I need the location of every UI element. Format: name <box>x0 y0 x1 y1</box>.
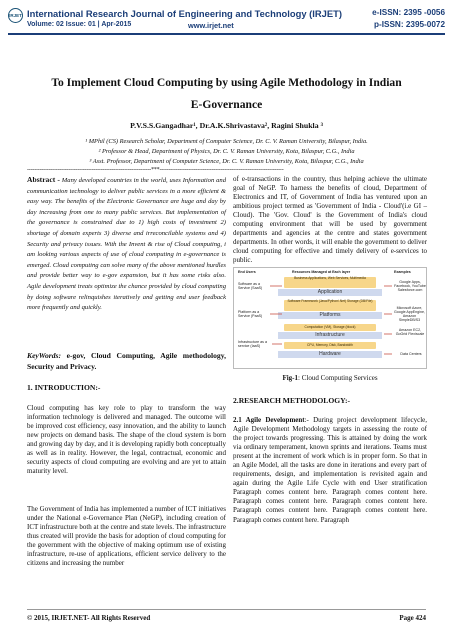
figure-iaas-examples: Amazon EC2, GoGrid Flexiscale <box>395 328 425 337</box>
figure-platform-bar: Platforms <box>278 312 382 319</box>
keywords <box>27 350 226 372</box>
abstract-text: Many developed countries in the world, uses Information and communication technology to deliver public services in a more efficient & easy way. The benefits of the Electronic Governance are huge and day by day increasing from one to many public services. But implementation of the governance is constrained due to 1) high costs of investment 2) shortage of domain experts 3) diverse and irreconcilable systems and 4) Security and privacy issues. With the Invent & rise of Cloud computing, i am looking various aspects of use of cloud computing in e-governance is emerged. Cloud computing can solve many of the above mentioned hurdles and provide better way to e-gov expansion, but it has some risks also. Agile development treats optimize the chance provided by cloud computing by doing software relinquishes iteratively and getting end user feedback more frequently and quickly. <box>27 177 227 312</box>
figure-application-box: Business Applications, Web Services, Multimedia <box>284 277 376 288</box>
cloud-services-figure <box>233 267 427 369</box>
header-rule <box>8 33 445 35</box>
introduction-heading: 1. INTRODUCTION:- <box>27 383 101 392</box>
figure-caption-text: : Cloud Computing Services <box>298 374 378 382</box>
paper-title-line-2: E-Governance <box>190 98 263 111</box>
footer-rule <box>27 609 426 610</box>
section-separator: ---------------------------------------------------------------------***--------------------------------------------------------------------- <box>27 167 284 173</box>
keywords-label: KeyWords: <box>27 351 62 360</box>
figure-application-bar: Application <box>278 289 382 296</box>
figure-paas-label: Platform as a Service (PaaS) <box>238 310 263 319</box>
agile-text: :- During project development lifecycle, Agile Development Methodology targets in assessing the route of the project towards progressing. This is attained by doing the work via ordinary temperament, known sprints and iterations. Teams must present at the increment of work which is in proper form. So that in an Agile Model, all the tasks are done in iterations and every part of requirements, design, and implementation is revisited again and again during the Agile Life Cycle with end User stratification Paragraph comes content here. Paragraph comes content here. Paragraph comes content here. Paragraph comes content here. Paragraph comes content here. Paragraph comes content here. Paragraph comes content here. Paragraph <box>233 416 427 524</box>
keywords-text: e-gov, Cloud Computing, Agile methodology, Security and Privacy. <box>27 351 226 371</box>
figure-saas-examples: Google Apps, Facebook, YouTube Salesforce.com <box>394 280 426 293</box>
abstract-label: Abstract - <box>27 175 60 184</box>
agile-development-paragraph <box>233 416 427 525</box>
figure-platform-box: Software Framework (Java/Python/.Net) Storage (DB/File) <box>284 300 376 311</box>
journal-title: International Research Journal of Engineering and Technology (IRJET) <box>27 8 342 19</box>
paper-authors: P.V.S.S.Gangadhar¹, Dr.A.K.Shrivastava², Ragini Shukla ³ <box>130 121 323 130</box>
right-paragraph-1: of e-transactions in the country, thus helping achieve the ultimate goal of NeGP. To harness the benefits of cloud, Department of Electronics and IT, of Government of India has ventured upon an ambitious project termed as 'Government of India - Cloud'(i.e GI – Cloud). The 'Gov. Cloud' is the Government of India's cloud computing environment that will be used by government departments and agencies at the centre and states government departments. In other words, it will enable the government to deliver cloud computing for effective and timely delivery of e-services to public. <box>233 175 427 265</box>
figure-col-end-users: End Users <box>238 270 256 274</box>
figure-label: Fig-1 <box>282 374 299 382</box>
figure-col-examples: Examples <box>394 270 411 274</box>
affiliation-3: ³ Asst. Professor, Department of Computer Science, Dr. C. V. Raman University, Kota, Bilaspur, C.G., India <box>89 158 364 165</box>
journal-logo-icon: IRJET <box>8 8 23 23</box>
figure-col-resources: Resources Managed at Each layer <box>292 270 351 274</box>
figure-saas-label: Software as a Service (SaaS) <box>238 282 263 291</box>
abstract <box>27 175 226 314</box>
journal-website: www.irjet.net <box>188 21 234 30</box>
footer-page-number: Page 424 <box>399 614 426 622</box>
figure-caption <box>233 374 427 382</box>
agile-label: 2.1 Agile Development <box>233 416 305 424</box>
figure-infrastructure-box: Computation (VM), Storage (block) <box>284 324 376 331</box>
figure-paas-examples: Microsoft Azure, Google AppEngine, Amazon SimpleDB/S3 <box>394 306 425 323</box>
e-issn: e-ISSN: 2395 -0056 <box>372 8 445 17</box>
figure-hardware-examples: Data Centers <box>400 352 422 356</box>
paper-title-line-1: To Implement Cloud Computing by using Agile Methodology in Indian <box>51 76 402 89</box>
figure-iaas-label: Infrastructure as a service (IaaS) <box>238 340 267 349</box>
p-issn: p-ISSN: 2395-0072 <box>374 20 445 29</box>
affiliation-1: ¹ MPhil (CS) Research Scholar, Department of Computer Science, Dr. C. V. Raman University, Bilaspur, India. <box>85 138 368 145</box>
research-methodology-heading: 2.RESEARCH METHODOLOGY:- <box>233 396 351 405</box>
affiliation-2: ² Professor & Head, Department of Physics, Dr. C. V. Raman University, Kota, Bilaspur, C.G., India <box>98 148 355 155</box>
figure-hardware-bar: Hardware <box>278 351 382 358</box>
journal-header <box>0 0 453 56</box>
footer-copyright: © 2015, IRJET.NET- All Rights Reserved <box>27 614 151 622</box>
volume-issue: Volume: 02 Issue: 01 | Apr-2015 <box>27 21 132 28</box>
figure-hardware-box: CPU, Memory, Disk, Bandwidth <box>284 342 376 349</box>
introduction-paragraph-2: The Government of India has implemented a number of ICT initiatives under the National e-Governance Plan (NeGP), including creation of ICT infrastructure both at the centre and state levels. The infrastructure thus created will provide the basis for adoption of cloud computing for the government with the objective of making optimum use of existing infrastructure, re-use of applications, efficient service delivery to the citizens and increasing the number <box>27 505 226 568</box>
figure-infrastructure-bar: Infrastructure <box>278 332 382 339</box>
introduction-paragraph-1: Cloud computing has key role to play to transform the way information technology is delivered and managed. The outcome will be improved cost efficiency, easy innovation, and the ability to launch new projects on demand basis. The shape of the cloud system is born and growing day by day, and it is developing rapidly both conceptually as well as in reality. However, the legal, contractual, economic and security aspects of cloud computing are evolving and are yet to attain maturity level. <box>27 404 227 476</box>
